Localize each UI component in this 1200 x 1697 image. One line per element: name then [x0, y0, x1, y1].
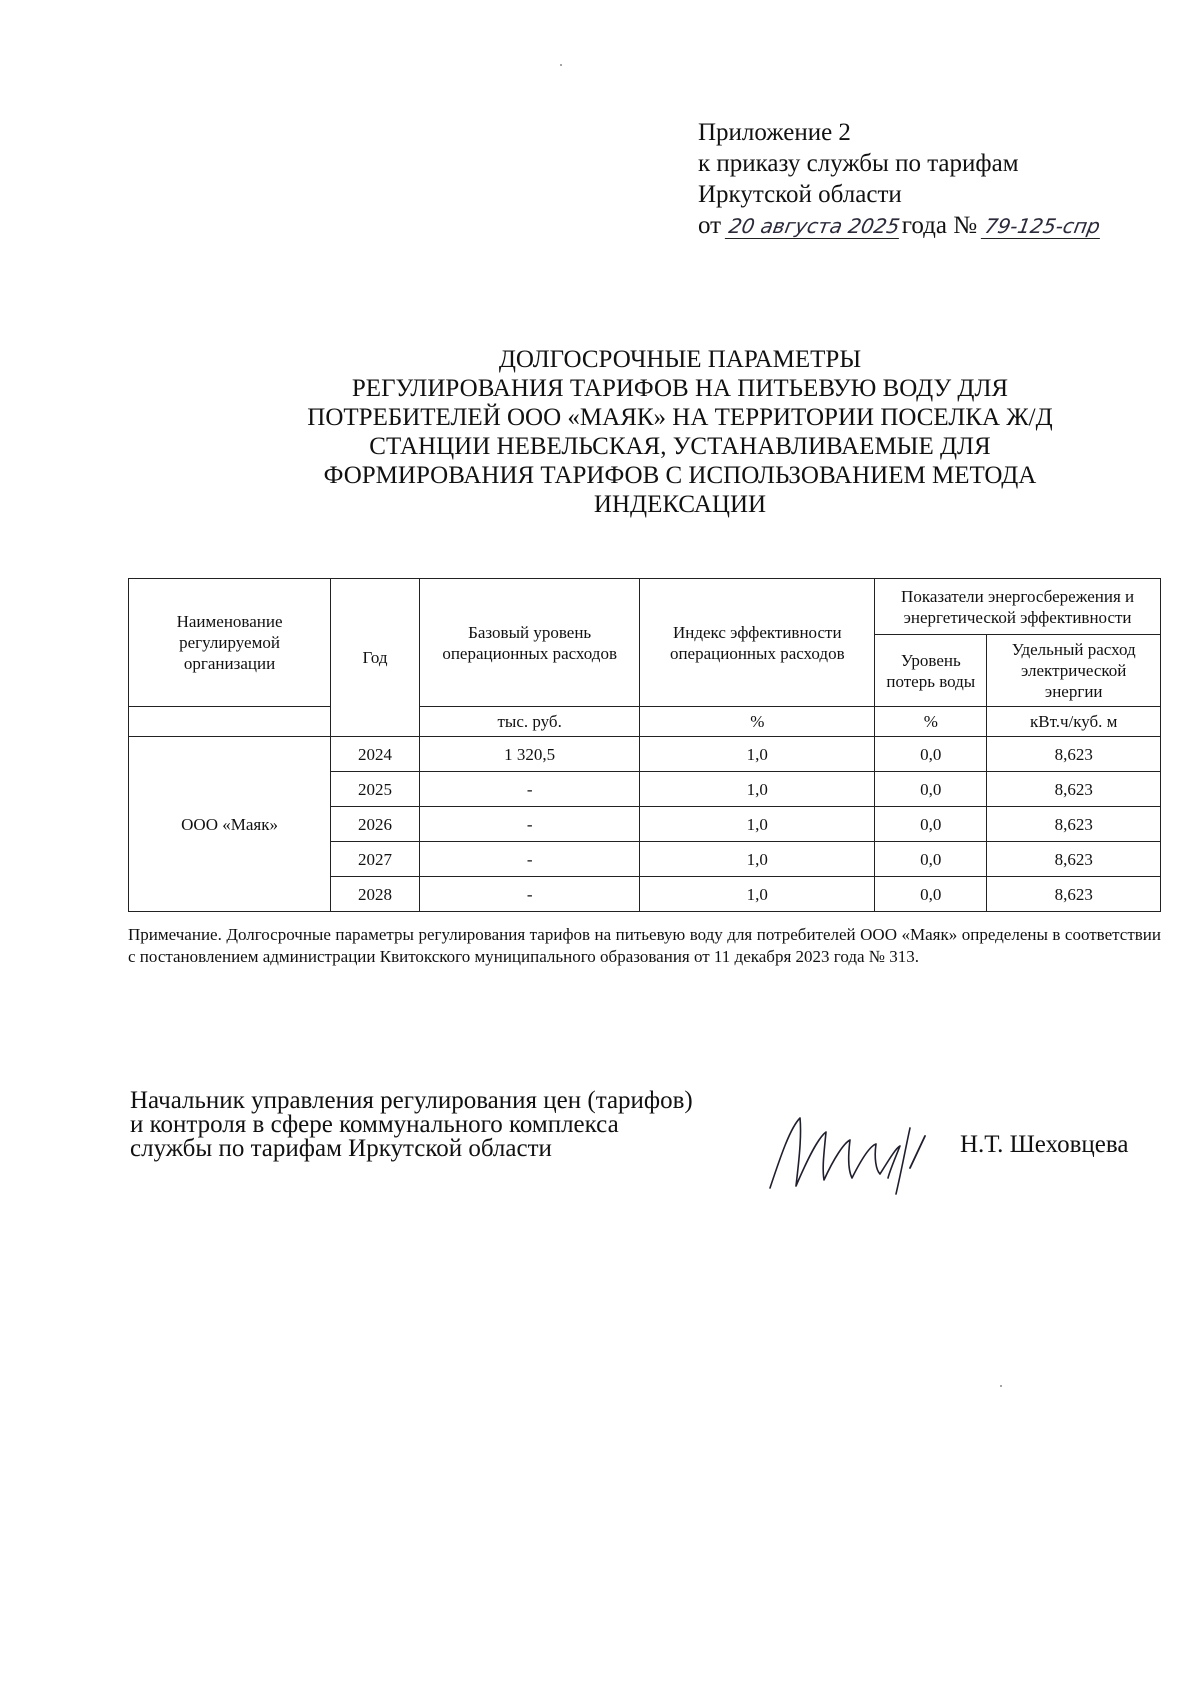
base-cell: -	[419, 842, 639, 877]
header-base-level: Базовый уровень операционных расходов	[419, 579, 639, 707]
index-cell: 1,0	[640, 772, 875, 807]
appendix-line-3: Иркутской области	[698, 181, 902, 208]
specific-cell: 8,623	[987, 807, 1161, 842]
index-cell: 1,0	[640, 877, 875, 912]
appendix-line-1: Приложение 2	[698, 119, 851, 146]
year-cell: 2027	[331, 842, 420, 877]
position-line: Начальник управления регулирования цен (тарифов)	[130, 1087, 693, 1114]
year-cell: 2024	[331, 737, 420, 772]
specific-cell: 8,623	[987, 842, 1161, 877]
loss-cell: 0,0	[875, 877, 987, 912]
header-organization: Наименование регулируемой организации	[129, 579, 331, 707]
title-line: СТАНЦИИ НЕВЕЛЬСКАЯ, УСТАНАВЛИВАЕМЫЕ ДЛЯ	[369, 433, 991, 460]
index-cell: 1,0	[640, 807, 875, 842]
table-row	[129, 737, 1161, 772]
header-water-loss: Уровень потерь воды	[875, 635, 987, 707]
base-cell: -	[419, 877, 639, 912]
header-efficiency-index: Индекс эффективности операционных расходов	[640, 579, 875, 707]
specific-cell: 8,623	[987, 737, 1161, 772]
unit-base: тыс. руб.	[419, 707, 639, 737]
title-line: ПОТРЕБИТЕЛЕЙ ООО «МАЯК» НА ТЕРРИТОРИИ ПОСЕЛКА Ж/Д	[307, 404, 1053, 431]
unit-specific: кВт.ч/куб. м	[987, 707, 1161, 737]
appendix-line-4	[698, 210, 1102, 241]
base-cell: -	[419, 807, 639, 842]
loss-cell: 0,0	[875, 737, 987, 772]
appendix-line-2: к приказу службы по тарифам	[698, 150, 1019, 177]
year-cell: 2028	[331, 877, 420, 912]
unit-loss: %	[875, 707, 987, 737]
base-cell: -	[419, 772, 639, 807]
signatory-position	[130, 1089, 693, 1161]
parameters-table	[128, 578, 1161, 912]
loss-cell: 0,0	[875, 842, 987, 877]
handwritten-date: 20 августа 2025	[725, 214, 904, 239]
index-cell: 1,0	[640, 842, 875, 877]
position-line: службы по тарифам Иркутской области	[130, 1135, 552, 1162]
scan-speck	[1000, 1385, 1002, 1387]
specific-cell: 8,623	[987, 772, 1161, 807]
header-org-unit-blank	[129, 707, 331, 737]
header-energy-group: Показатели энергосбережения и энергетической эффективности	[875, 579, 1161, 635]
document-title	[230, 345, 1130, 519]
table-note: Примечание. Долгосрочные параметры регулирования тарифов на питьевую воду для потребителей ООО «Маяк» определены в соответствии с постановлением администрации Квитокского муниципального образования от 11 декабря 2023 года № 313.	[128, 925, 1161, 966]
loss-cell: 0,0	[875, 772, 987, 807]
signatory-name: Н.Т. Шеховцева	[960, 1131, 1129, 1158]
header-year: Год	[331, 579, 420, 737]
specific-cell: 8,623	[987, 877, 1161, 912]
handwritten-signature	[760, 1098, 960, 1198]
year-cell: 2025	[331, 772, 420, 807]
base-cell: 1 320,5	[419, 737, 639, 772]
unit-index: %	[640, 707, 875, 737]
scan-speck	[560, 64, 562, 66]
year-word: года №	[901, 212, 978, 239]
index-cell: 1,0	[640, 737, 875, 772]
title-line: РЕГУЛИРОВАНИЯ ТАРИФОВ НА ПИТЬЕВУЮ ВОДУ ДЛЯ	[351, 375, 1009, 402]
date-prefix: от	[698, 212, 722, 239]
organization-cell: ООО «Маяк»	[129, 737, 331, 912]
title-line: ФОРМИРОВАНИЯ ТАРИФОВ С ИСПОЛЬЗОВАНИЕМ МЕТОДА	[323, 462, 1037, 489]
header-specific-consumption: Удельный расход электрической энергии	[987, 635, 1161, 707]
loss-cell: 0,0	[875, 807, 987, 842]
year-cell: 2026	[331, 807, 420, 842]
title-line: ДОЛГОСРОЧНЫЕ ПАРАМЕТРЫ	[498, 346, 862, 373]
title-line: ИНДЕКСАЦИИ	[593, 491, 767, 518]
handwritten-order-number: 79-125-спр	[981, 214, 1104, 239]
appendix-header	[698, 117, 1102, 241]
position-line: и контроля в сфере коммунального комплекса	[130, 1111, 619, 1138]
